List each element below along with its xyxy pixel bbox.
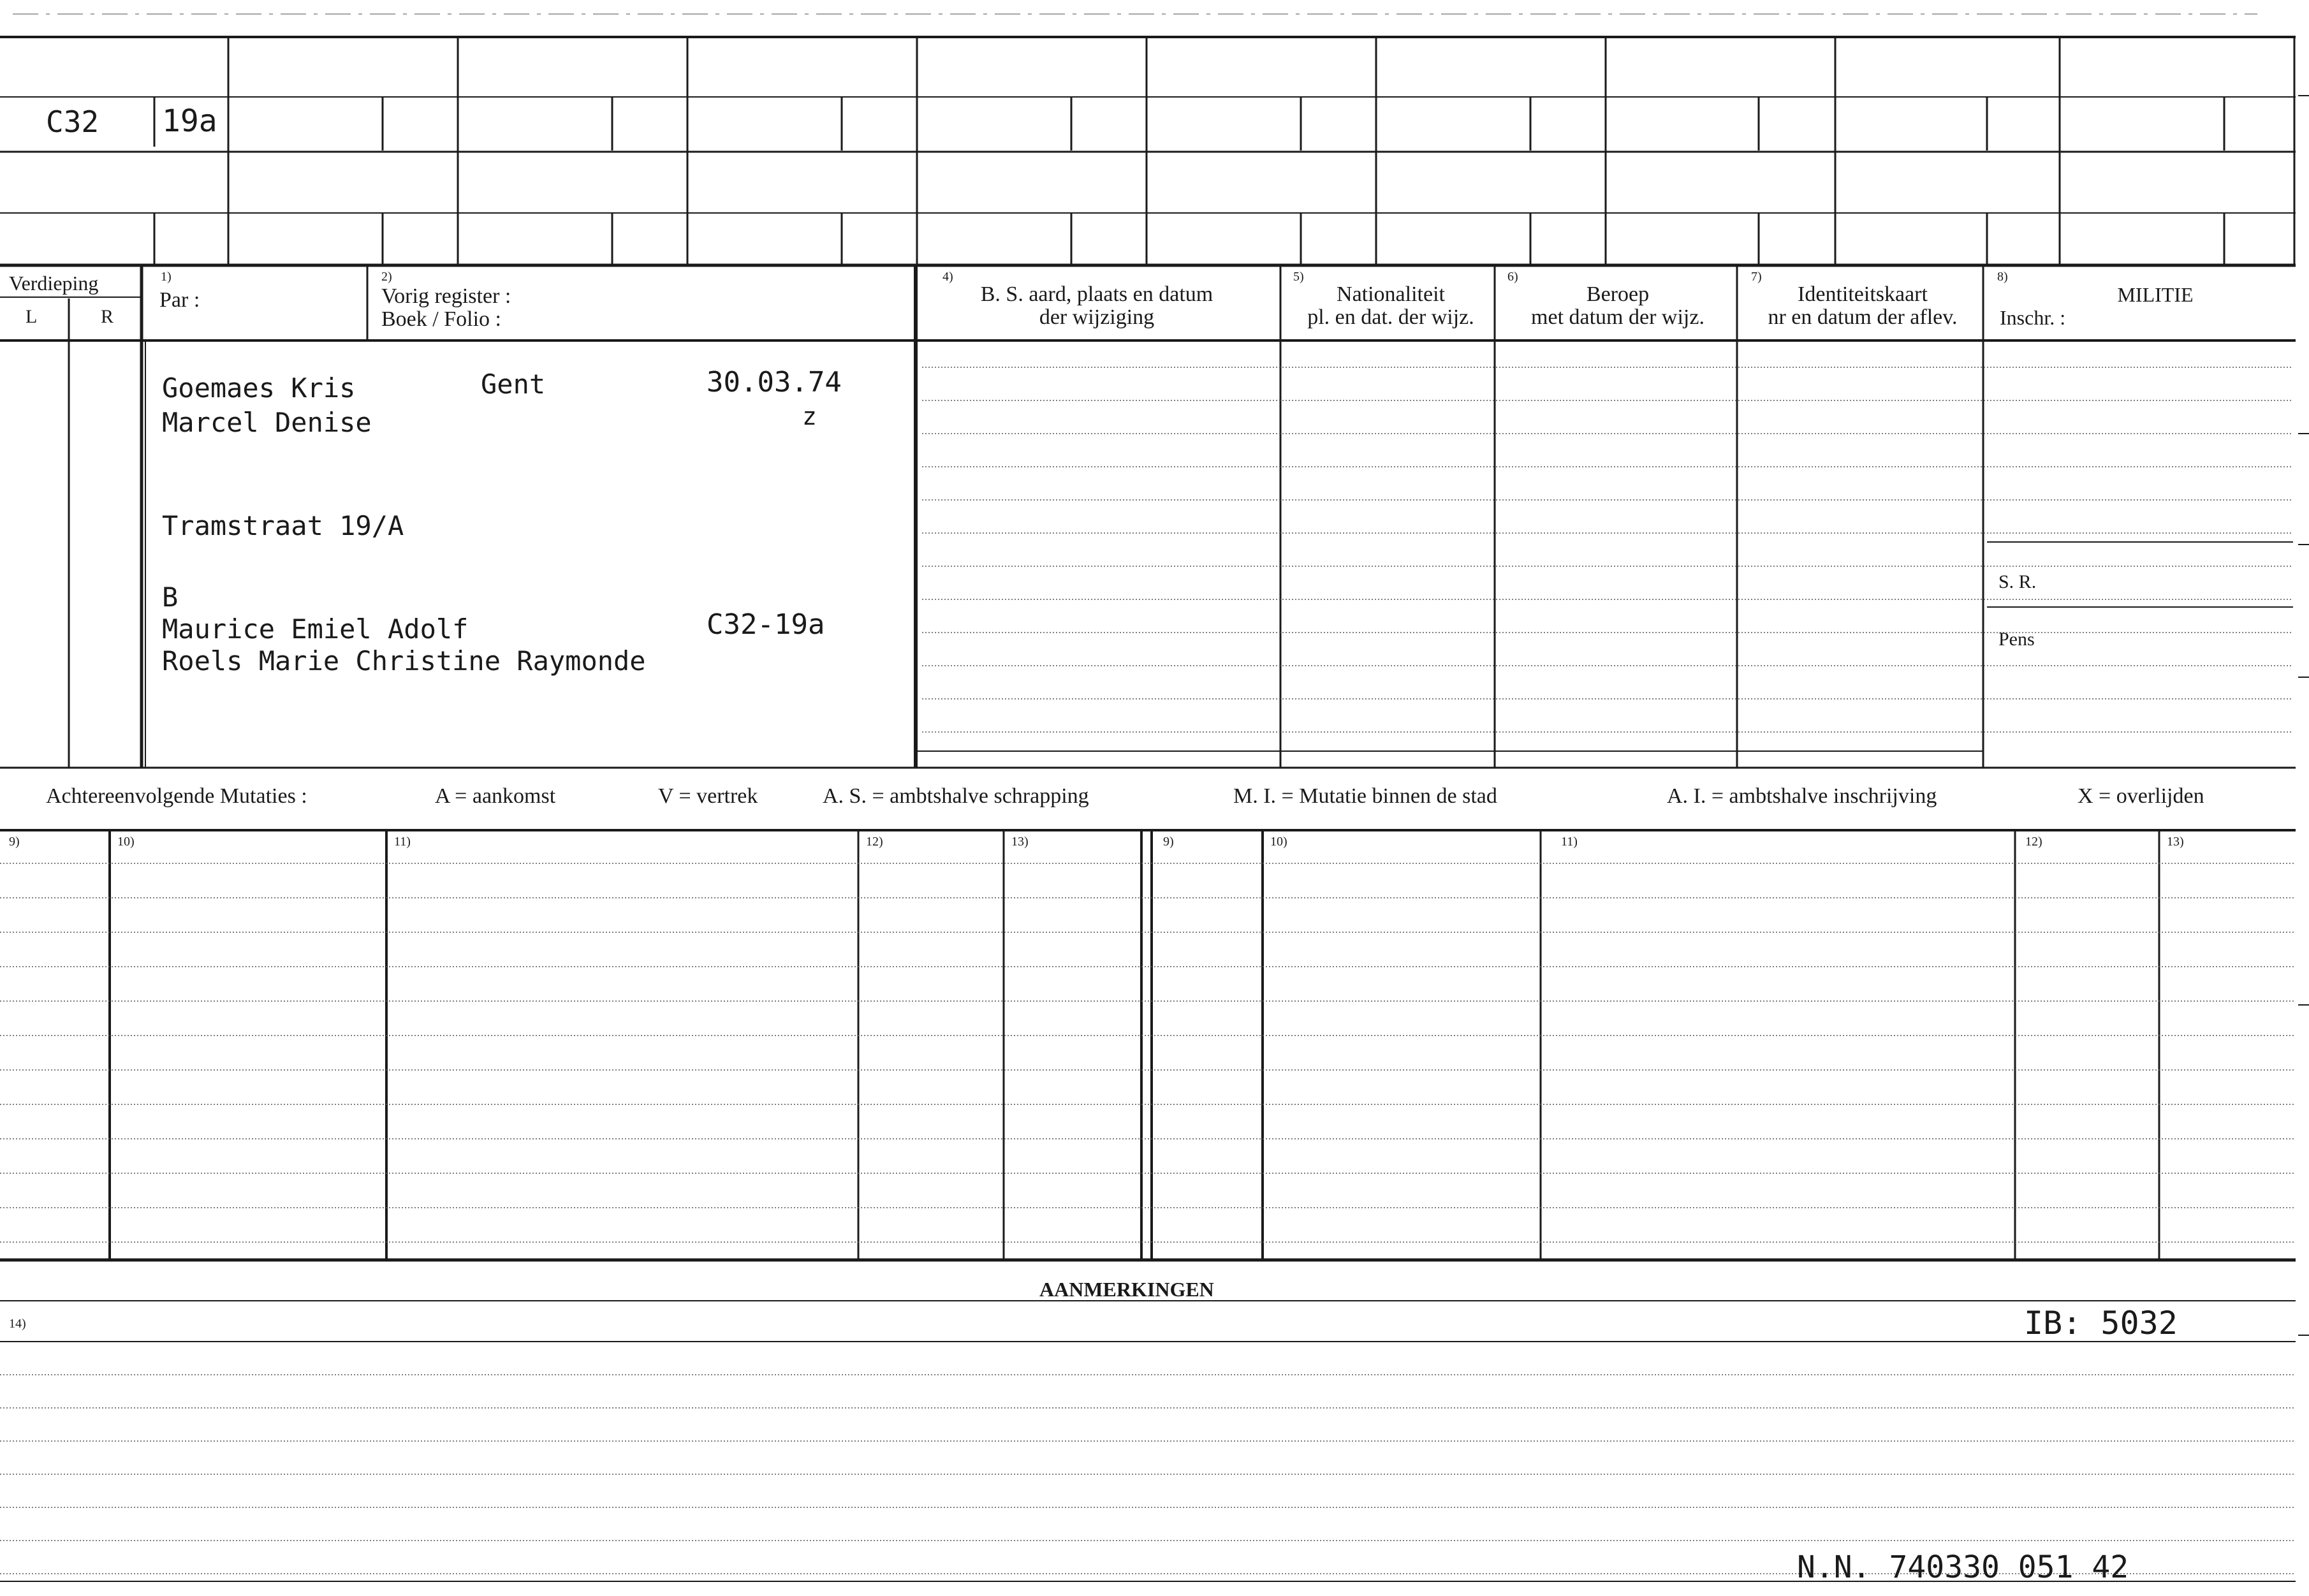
mut-col-13-right: 13) xyxy=(2167,835,2184,849)
mut-col-11-left: 11) xyxy=(394,835,411,849)
pens-label: Pens xyxy=(1998,629,2035,650)
section-code: C32 xyxy=(46,105,99,139)
col-7-header-line1: Identiteitskaart xyxy=(1798,282,1928,306)
birth-place: Gent xyxy=(481,369,546,400)
legend-vertrek: V = vertrek xyxy=(658,784,758,808)
col-8-number: 8) xyxy=(1997,270,2008,284)
col-7-number: 7) xyxy=(1751,270,1762,284)
col-6-header-line2: met datum der wijz. xyxy=(1531,305,1704,329)
person-given-names: Marcel Denise xyxy=(162,407,372,438)
col-1-number: 1) xyxy=(161,270,172,284)
floor-right-label: R xyxy=(101,306,114,327)
house-number-code: 19a xyxy=(162,103,217,139)
col-14-number: 14) xyxy=(9,1317,26,1331)
sex-code: z xyxy=(802,402,817,430)
col-5-header-line2: pl. en dat. der wijz. xyxy=(1307,305,1474,329)
national-number: N.N. 740330 051 42 xyxy=(1797,1549,2129,1585)
legend-aankomst: A = aankomst xyxy=(435,784,556,808)
mutaties-title: Achtereenvolgende Mutaties : xyxy=(46,784,307,808)
col-4-header-line2: der wijziging xyxy=(1039,305,1155,329)
person-name: Goemaes Kris xyxy=(162,372,356,404)
vorig-register-label: Vorig register : xyxy=(381,284,511,308)
legend-ambtshalve-schrapping: A. S. = ambtshalve schrapping xyxy=(823,784,1089,808)
parent-reference: C32-19a xyxy=(707,608,825,641)
militie-header: MILITIE xyxy=(2117,283,2194,306)
col-5-number: 5) xyxy=(1293,270,1304,284)
par-label: Par : xyxy=(159,288,200,312)
ib-number: IB: 5032 xyxy=(2024,1305,2178,1342)
col-4-number: 4) xyxy=(942,270,953,284)
legend-overlijden: X = overlijden xyxy=(2078,784,2204,808)
inschr-label: Inschr. : xyxy=(2000,306,2066,329)
legend-mutatie-binnen-stad: M. I. = Mutatie binnen de stad xyxy=(1233,784,1497,808)
entry-b-marker: B xyxy=(162,582,179,613)
col-2-number: 2) xyxy=(381,270,392,284)
birth-date: 30.03.74 xyxy=(707,366,842,399)
mut-col-9-right: 9) xyxy=(1163,835,1174,849)
remarks-title: AANMERKINGEN xyxy=(1039,1278,1214,1301)
mut-col-12-left: 12) xyxy=(866,835,883,849)
boek-folio-label: Boek / Folio : xyxy=(381,307,501,331)
sr-label: S. R. xyxy=(1998,571,2037,592)
parent-mother: Roels Marie Christine Raymonde xyxy=(162,645,646,677)
legend-ambtshalve-inschrijving: A. I. = ambtshalve inschrijving xyxy=(1667,784,1937,808)
col-4-header-line1: B. S. aard, plaats en datum xyxy=(980,282,1213,306)
col-6-number: 6) xyxy=(1507,270,1518,284)
floor-left-label: L xyxy=(26,306,38,327)
col-7-header-line2: nr en datum der aflev. xyxy=(1768,305,1958,329)
parent-father: Maurice Emiel Adolf xyxy=(162,613,469,645)
mut-col-10-right: 10) xyxy=(1270,835,1287,849)
col-6-header-line1: Beroep xyxy=(1586,282,1650,306)
mut-col-11-right: 11) xyxy=(1561,835,1578,849)
mut-col-12-right: 12) xyxy=(2025,835,2042,849)
verdieping-label: Verdieping xyxy=(9,272,99,295)
mut-col-10-left: 10) xyxy=(117,835,135,849)
address: Tramstraat 19/A xyxy=(162,510,404,541)
mut-col-9-left: 9) xyxy=(9,835,20,849)
col-5-header-line1: Nationaliteit xyxy=(1337,282,1445,306)
mut-col-13-left: 13) xyxy=(1011,835,1029,849)
